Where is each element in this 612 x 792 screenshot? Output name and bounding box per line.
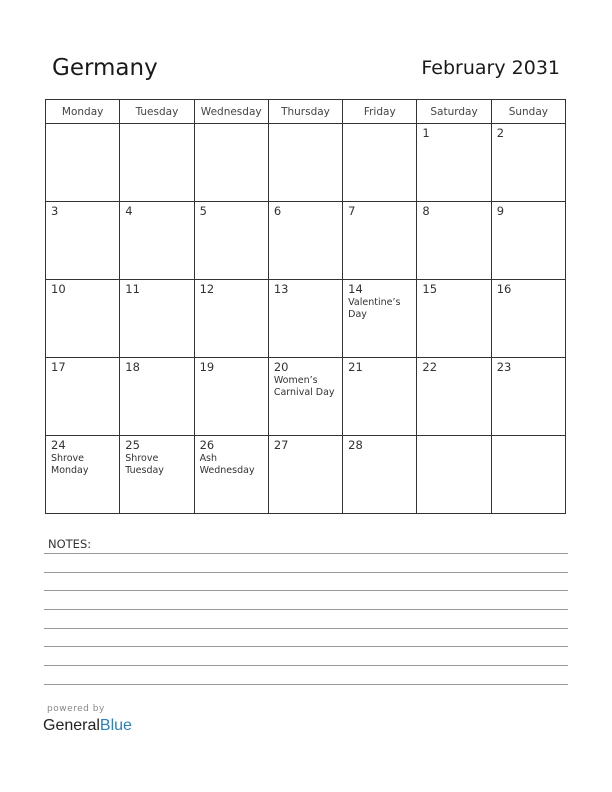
note-line: [44, 665, 568, 666]
day-number: 22: [422, 360, 438, 374]
week-row: [46, 358, 566, 436]
calendar-grid: [45, 99, 566, 514]
weekday-header-row: [46, 100, 566, 124]
day-cell: [491, 358, 565, 436]
day-cell: [268, 280, 342, 358]
day-cell: [343, 202, 417, 280]
holiday-label: Shrove Monday: [51, 453, 89, 476]
day-number: 24: [51, 438, 66, 452]
day-number: 7: [348, 204, 356, 218]
day-number: 27: [273, 438, 289, 452]
note-line: [44, 684, 568, 685]
day-number: 16: [496, 282, 512, 296]
country-title: Germany: [52, 55, 158, 81]
day-cell: [268, 358, 342, 436]
day-number: 23: [496, 360, 512, 374]
note-line: [44, 646, 568, 647]
note-line: [44, 572, 568, 573]
day-number: 9: [496, 204, 505, 218]
brand-general: General: [43, 717, 100, 734]
day-cell: [120, 280, 194, 358]
day-number: 1: [422, 126, 430, 140]
holiday-label: Ash Wednesday: [199, 453, 255, 476]
month-year-title: February 2031: [421, 57, 560, 79]
holiday-label: Valentine’s Day: [348, 297, 401, 320]
day-cell: [343, 436, 417, 514]
day-cell: [120, 358, 194, 436]
day-number: 19: [199, 360, 215, 374]
week-row: [46, 436, 566, 514]
day-cell: [343, 124, 417, 202]
weekday-header: Saturday: [417, 100, 491, 124]
day-number: 5: [199, 204, 207, 218]
day-cell: [417, 202, 491, 280]
day-number: 25: [125, 438, 140, 452]
day-number: 6: [273, 204, 282, 218]
day-cell: [491, 280, 565, 358]
day-cell: [194, 202, 268, 280]
day-number: 20: [273, 360, 289, 374]
day-cell: [343, 358, 417, 436]
holiday-label: Shrove Tuesday: [125, 453, 164, 476]
day-cell: [268, 124, 342, 202]
day-cell: [120, 202, 194, 280]
day-cell: [417, 436, 491, 514]
day-cell: [46, 358, 120, 436]
holiday-label: Women’s Carnival Day: [273, 375, 335, 398]
weekday-header: Wednesday: [194, 100, 268, 124]
day-cell: [194, 358, 268, 436]
day-cell: [194, 124, 268, 202]
day-number: 4: [125, 204, 133, 218]
day-number: 13: [273, 282, 289, 296]
day-number: 17: [51, 360, 66, 374]
day-cell: [491, 202, 565, 280]
day-number: 14: [348, 282, 363, 296]
weekday-header: Thursday: [268, 100, 342, 124]
day-cell: [46, 280, 120, 358]
day-cell: [120, 436, 194, 514]
day-cell: [491, 124, 565, 202]
day-cell: [268, 436, 342, 514]
day-number: 28: [348, 438, 363, 452]
day-number: 8: [422, 204, 430, 218]
day-number: 21: [348, 360, 363, 374]
day-cell: [194, 280, 268, 358]
weekday-header: Friday: [343, 100, 417, 124]
day-cell: [46, 436, 120, 514]
day-cell: [268, 202, 342, 280]
day-number: 11: [125, 282, 140, 296]
day-number: 26: [199, 438, 215, 452]
brand-blue: Blue: [99, 717, 132, 734]
note-line: [44, 609, 568, 610]
day-cell: [417, 280, 491, 358]
day-cell: [194, 436, 268, 514]
day-cell: [343, 280, 417, 358]
week-row: [46, 124, 566, 202]
powered-by-text: powered by: [47, 704, 105, 714]
notes-label: NOTES:: [48, 537, 92, 551]
weekday-header: Tuesday: [120, 100, 194, 124]
day-number: 10: [51, 282, 66, 296]
week-row: [46, 202, 566, 280]
note-line: [44, 553, 568, 554]
day-number: 18: [125, 360, 140, 374]
day-number: 3: [51, 204, 59, 218]
day-cell: [417, 358, 491, 436]
day-cell: [491, 436, 565, 514]
week-row: [46, 280, 566, 358]
note-line: [44, 628, 568, 629]
generalblue-logo: [43, 717, 132, 735]
day-cell: [46, 202, 120, 280]
day-number: 2: [496, 126, 505, 140]
weekday-header: Sunday: [491, 100, 565, 124]
day-cell: [417, 124, 491, 202]
weekday-header: Monday: [46, 100, 120, 124]
day-number: 12: [199, 282, 215, 296]
day-cell: [46, 124, 120, 202]
day-number: 15: [422, 282, 438, 296]
day-cell: [120, 124, 194, 202]
note-line: [44, 590, 568, 591]
